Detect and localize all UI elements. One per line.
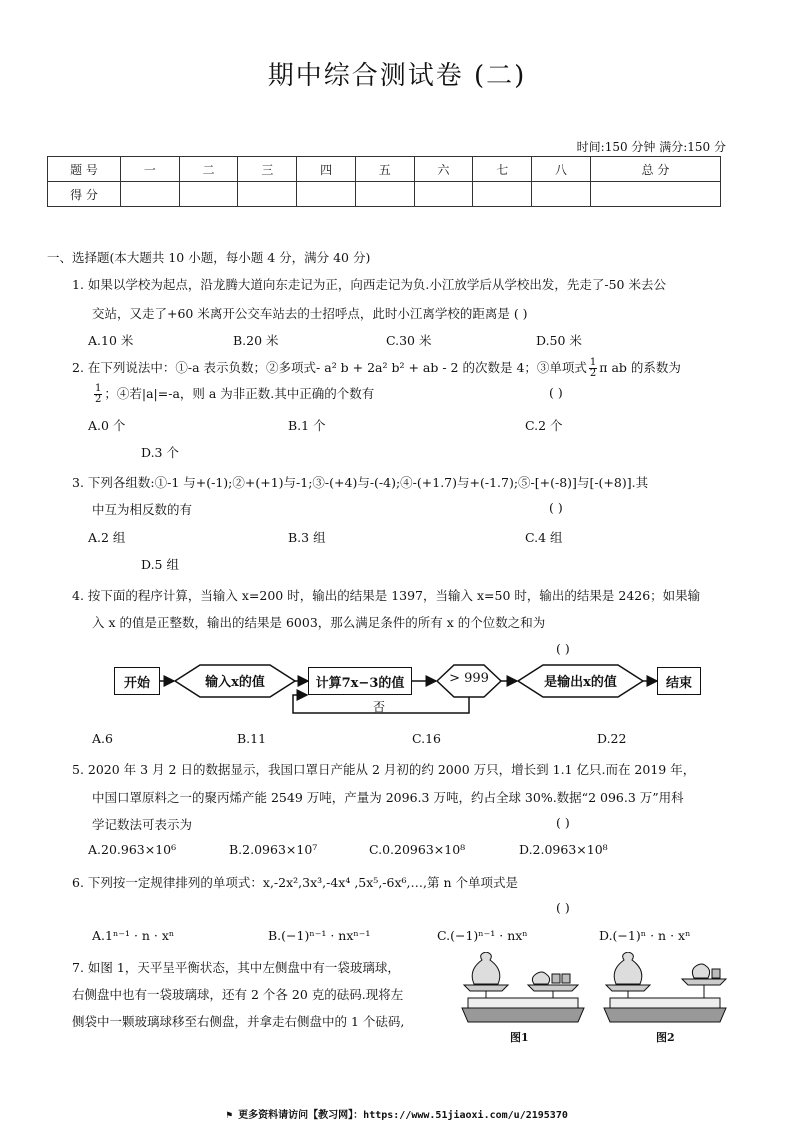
score-header-cell: 七 (473, 157, 532, 182)
q4-option-b: B.11 (237, 731, 267, 746)
q4-line2: 入 x 的值是正整数，输出的结果是 6003，那么满足条件的所有 x 的个位数之和为 (92, 615, 546, 630)
score-header-cell: 八 (532, 157, 591, 182)
q6-option-c: C.(−1)ⁿ⁻¹ · nxⁿ (437, 928, 528, 943)
flow-input-label: 输入x的值 (205, 675, 265, 690)
score-header-cell: 五 (355, 157, 414, 182)
q5-option-b: B.2.0963×10⁷ (229, 842, 318, 857)
flow-no-label: 否 (373, 700, 386, 714)
score-cell (473, 182, 532, 207)
section-heading: 一、选择题(本大题共 10 小题，每小题 4 分，满分 40 分) (47, 250, 371, 265)
fraction-numerator: 1 (95, 383, 102, 394)
bag-icon (532, 972, 549, 984)
q3-option-a: A.2 组 (88, 530, 126, 545)
score-header-cell: 总 分 (590, 157, 720, 182)
footer-link[interactable] (0, 1106, 794, 1121)
q2-answer-paren: ( ) (549, 385, 563, 400)
score-header-cell: 四 (297, 157, 356, 182)
score-cell (121, 182, 180, 207)
score-cell (532, 182, 591, 207)
score-header-cell: 三 (238, 157, 297, 182)
q6-answer-paren: ( ) (556, 900, 570, 915)
q3-option-c: C.4 组 (525, 530, 563, 545)
balance-beam (610, 998, 720, 1008)
q2-line1 (72, 358, 681, 379)
score-table-header-row (48, 157, 721, 182)
q6-option-b: B.(−1)ⁿ⁻¹ · nxⁿ⁻¹ (268, 928, 371, 943)
q2-text-a: 2. 在下列说法中：①-a 表示负数；②多项式- a² b + 2a² b² + ab - 2 的次数是 4；③单项式 (72, 360, 587, 375)
q3-option-b: B.3 组 (288, 530, 326, 545)
q3-line2: 中互为相反数的有 (92, 502, 193, 517)
score-cell (238, 182, 297, 207)
q4-option-d: D.22 (597, 731, 627, 746)
score-header-cell: 二 (179, 157, 238, 182)
q4-line1: 4. 按下面的程序计算，当输入 x=200 时，输出的结果是 1397，当输入 x=50 时，输出的结果是 2426；如果输 (72, 588, 701, 603)
q1-option-a: A.10 米 (88, 333, 134, 348)
left-pan (464, 985, 508, 991)
q7-line1: 7. 如图 1，天平呈平衡状态，其中左侧盘中有一袋玻璃球， (72, 960, 400, 975)
fraction-denominator: 2 (95, 394, 102, 405)
fraction-denominator: 2 (589, 368, 597, 379)
q5-line3: 学记数法可表示为 (92, 817, 193, 832)
weight-icon (562, 974, 570, 983)
q7-line2: 右侧盘中也有一袋玻璃球，还有 2 个各 20 克的砝码.现将左 (72, 987, 404, 1002)
score-header-cell: 六 (414, 157, 473, 182)
q5-line2: 中国口罩原料之一的聚丙烯产能 2549 万吨，产量为 2096.3 万吨，约占全球 30%.数据“2 096.3 万”用科 (92, 790, 684, 805)
q3-line1: 3. 下列各组数:①-1 与+(-1);②+(+1)与-1;③-(+4)与-(-4);④-(+1.7)与+(-1.7);⑤-[+(-8)]与[-(+8)].其 (72, 475, 649, 490)
bag-icon (692, 964, 709, 978)
q2-option-d: D.3 个 (141, 445, 179, 460)
q1-line1: 1. 如果以学校为起点，沿龙腾大道向东走记为正，向西走记为负.小江放学后从学校出发，先走了-50 米去公 (72, 277, 666, 292)
score-table-row (48, 182, 721, 207)
q2-option-c: C.2 个 (525, 418, 563, 433)
q5-option-c: C.0.20963×10⁸ (369, 842, 466, 857)
flow-condition-label: > 999 (449, 671, 489, 686)
q2-text-c: ；④若|a|=-a，则 a 为非正数.其中正确的个数有 (104, 386, 375, 401)
flow-start: 开始 (114, 667, 160, 695)
q2-option-b: B.1 个 (288, 418, 326, 433)
flow-end: 结束 (657, 667, 701, 695)
balance-figure-1 (458, 952, 588, 1032)
footer-text: 更多资料请访问【教习网】：https://www.51jiaoxi.com/u/2195370 (238, 1110, 568, 1121)
q4-answer-paren: ( ) (556, 641, 570, 656)
time-score-info: 时间:150 分钟 满分:150 分 (576, 140, 726, 154)
weight-icon (712, 969, 720, 978)
q6-option-a: A.1ⁿ⁻¹ · n · xⁿ (92, 928, 175, 943)
bag-icon (472, 952, 500, 984)
right-pan (528, 985, 578, 991)
score-row-label: 得 分 (48, 182, 121, 207)
q1-line2: 交站，又走了+60 米离开公交车站去的士招呼点，此时小江离学校的距离是 ( ) (92, 306, 528, 321)
score-header-cell: 题 号 (48, 157, 121, 182)
flow-compute: 计算7x−3的值 (308, 667, 412, 695)
q6-option-d: D.(−1)ⁿ · n · xⁿ (599, 928, 691, 943)
figure-1-caption: 图1 (510, 1031, 529, 1044)
score-cell (355, 182, 414, 207)
score-cell (414, 182, 473, 207)
page-title: 期中综合测试卷 (二) (267, 61, 527, 91)
q2-line2 (92, 384, 374, 405)
score-cell (179, 182, 238, 207)
score-cell (590, 182, 720, 207)
left-pan (606, 985, 650, 991)
score-header-cell: 一 (121, 157, 180, 182)
score-cell (297, 182, 356, 207)
q1-option-b: B.20 米 (233, 333, 279, 348)
balance-figure-2 (600, 952, 730, 1032)
q2-text-b: π ab 的系数为 (599, 360, 681, 375)
q5-option-d: D.2.0963×10⁸ (519, 842, 608, 857)
q5-answer-paren: ( ) (556, 815, 570, 830)
fraction-half (589, 358, 597, 379)
q2-option-a: A.0 个 (88, 418, 126, 433)
right-pan (682, 979, 726, 985)
score-table (47, 156, 721, 207)
fraction-half (94, 384, 102, 405)
fraction-numerator: 1 (589, 357, 597, 368)
balance-beam (468, 998, 578, 1008)
q6-line1: 6. 下列按一定规律排列的单项式：x,-2x²,3x³,-4x⁴ ,5x⁵,-6x⁶,…,第 n 个单项式是 (72, 875, 518, 890)
q1-option-d: D.50 米 (536, 333, 582, 348)
flag-icon: ⚑ (226, 1110, 239, 1121)
bag-icon (614, 952, 642, 984)
flow-output-label: 是输出x的值 (544, 675, 617, 690)
figure-2-caption: 图2 (656, 1031, 675, 1044)
q4-option-c: C.16 (412, 731, 441, 746)
q4-option-a: A.6 (92, 731, 113, 746)
q1-option-c: C.30 米 (386, 333, 432, 348)
weight-icon (552, 974, 560, 983)
balance-base (604, 1008, 726, 1022)
q5-option-a: A.20.963×10⁶ (88, 842, 177, 857)
q3-answer-paren: ( ) (549, 500, 563, 515)
q3-option-d: D.5 组 (141, 557, 179, 572)
balance-base (462, 1008, 584, 1022)
q7-line3: 侧袋中一颗玻璃球移至右侧盘，并拿走右侧盘中的 1 个砝码, (72, 1014, 405, 1029)
q5-line1: 5. 2020 年 3 月 2 日的数据显示，我国口罩日产能从 2 月初的约 2000 万只，增长到 1.1 亿只.而在 2019 年， (72, 762, 696, 777)
